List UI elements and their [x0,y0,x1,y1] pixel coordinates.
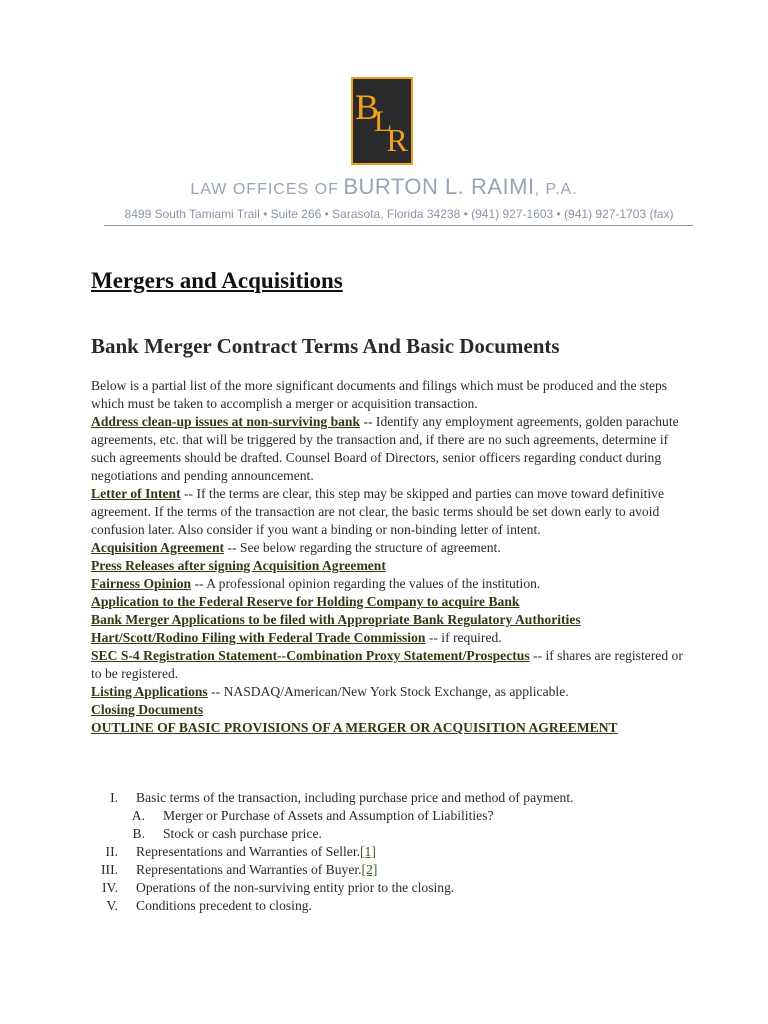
outline-text: Merger or Purchase of Assets and Assumption of Liabilities? [163,808,494,823]
outline-row [78,789,698,807]
list-item [91,593,691,611]
item-link[interactable]: OUTLINE OF BASIC PROVISIONS OF A MERGER OR ACQUISITION AGREEMENT [91,720,618,735]
list-item [91,719,691,737]
outline-number: IV. [102,880,118,895]
item-link[interactable]: Acquisition Agreement [91,540,225,555]
firm-suffix: , P.A. [534,181,578,198]
outline-number: B. [132,826,145,841]
list-item [91,485,691,539]
list-item [91,539,691,557]
item-link[interactable]: Fairness Opinion [91,576,192,591]
outline-number: V. [106,898,118,913]
footnote-link[interactable]: [1] [360,844,376,859]
page-title: Mergers and Acquisitions [91,268,343,293]
list-item [91,701,691,719]
item-link[interactable]: Hart/Scott/Rodino Filing with Federal Trade Commission [91,630,426,645]
item-link[interactable]: Press Releases after signing Acquisition Agreement [91,558,386,573]
list-item [91,413,691,485]
logo-letter-r: R [386,122,408,158]
outline-row [78,861,698,879]
item-description: -- See below regarding the structure of agreement. [224,540,501,555]
firm-address: 8499 South Tamiami Trail • Suite 266 • Sarasota, Florida 34238 • (941) 927-1603 • (941) 927-1703 (fax) [124,207,674,221]
outline-row [78,879,698,897]
list-item [91,629,691,647]
outline-text: Stock or cash purchase price. [163,826,322,841]
outline-row [78,843,698,861]
section-subtitle: Bank Merger Contract Terms And Basic Documents [91,334,560,358]
footnote-link[interactable]: [2] [361,862,378,877]
outline-row [78,897,698,915]
outline-number: III. [101,862,118,877]
item-link[interactable]: Letter of Intent [91,486,181,501]
document-body [91,377,691,737]
outline-number: I. [110,790,118,805]
firm-prefix: LAW OFFICES OF [190,181,339,198]
list-item [91,557,691,575]
item-link[interactable]: Application to the Federal Reserve for Holding Company to acquire Bank [91,594,520,609]
list-item [91,575,691,593]
outline-text: Conditions precedent to closing. [136,898,312,913]
outline-row [78,807,698,825]
item-description: -- NASDAQ/American/New York Stock Exchange, as applicable. [207,684,569,699]
firm-name-main: BURTON L. RAIMI [343,174,535,199]
logo-letter-l: L [373,105,393,138]
item-link[interactable]: SEC S-4 Registration Statement--Combination Proxy Statement/Prospectus [91,648,530,663]
outline-number: A. [131,808,145,823]
list-item [91,683,691,701]
list-item [91,647,691,683]
item-description: -- if shares are registered or to be registered. [91,648,683,681]
list-item [91,611,691,629]
item-description: -- if required. [425,630,502,645]
logo-letter-b: B [354,87,380,127]
item-description: -- A professional opinion regarding the values of the institution. [191,576,541,591]
item-link[interactable]: Listing Applications [91,684,208,699]
firm-logo [351,77,413,165]
outline-text: Representations and Warranties of Seller. [136,844,361,859]
document-item-list [91,413,691,737]
firm-name [0,174,768,200]
item-link[interactable]: Bank Merger Applications to be filed with Appropriate Bank Regulatory Authorities [91,612,581,627]
outline-row [78,825,698,843]
outline-text: Operations of the non-surviving entity prior to the closing. [136,880,455,895]
outline-text: Representations and Warranties of Buyer. [136,862,362,877]
outline-number: II. [105,844,118,859]
intro-paragraph: Below is a partial list of the more significant documents and filings which must be produced and the steps which must be taken to accomplish a merger or acquisition transaction. [91,378,668,411]
provisions-outline [78,789,698,915]
item-description: -- Identify any employment agreements, golden parachute agreements, etc. that will be triggered by the transaction and, if there are no such agreements, determine if such agreements should be drafted. Counsel Board of Directors, senior officers regarding conduct during negotiations and pending announcement. [91,414,679,483]
outline-text: Basic terms of the transaction, including purchase price and method of payment. [136,790,574,805]
item-link[interactable]: Closing Documents [91,702,204,717]
header-divider [104,225,693,226]
item-description: -- If the terms are clear, this step may be skipped and parties can move toward definitive agreement. If the terms of the transaction are not clear, the basic terms should be set down early to avoid confusion later. Also consider if you want a binding or non-binding letter of intent. [91,486,664,537]
item-link[interactable]: Address clean-up issues at non-surviving bank [91,414,361,429]
